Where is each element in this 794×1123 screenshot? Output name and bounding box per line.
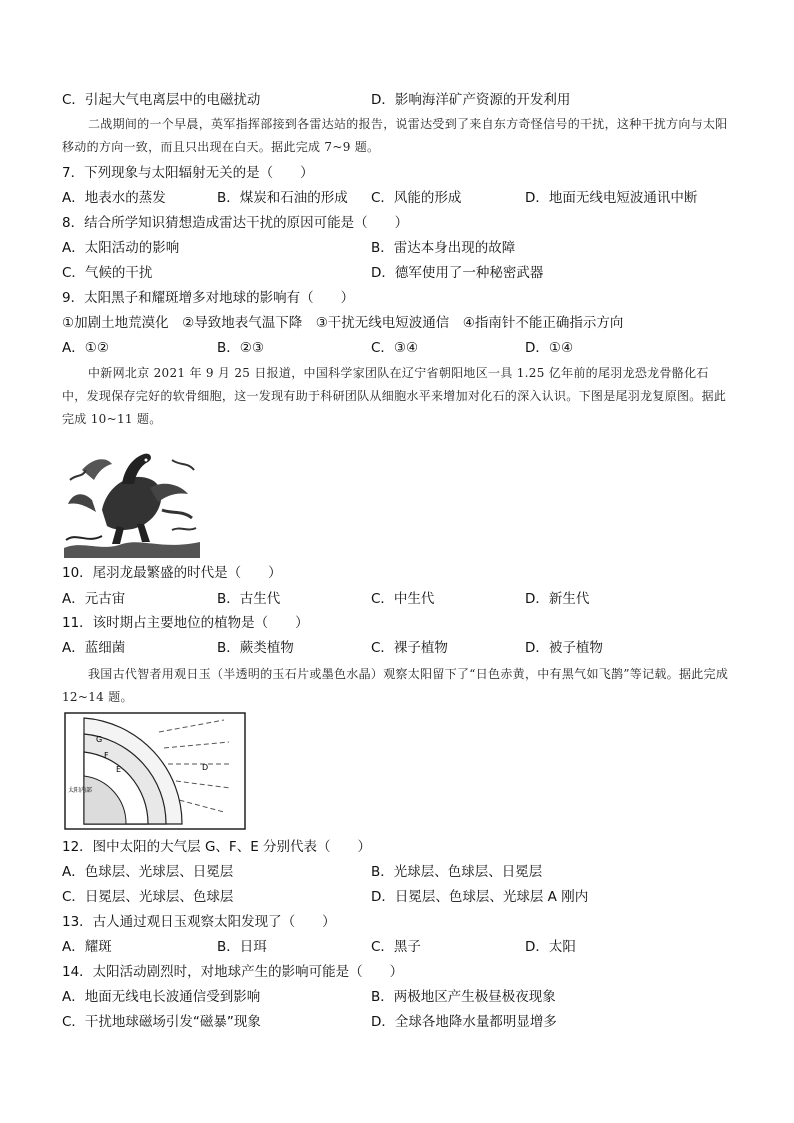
q14-option-b: B．两极地区产生极昼极夜现象 bbox=[371, 989, 556, 1005]
q12-stem: 12．图中太阳的大气层 G、F、E 分别代表（ ） bbox=[62, 839, 372, 855]
q14-option-d: D．全球各地降水量都明显增多 bbox=[371, 1014, 557, 1030]
q9-option-c: C．③④ bbox=[371, 340, 419, 356]
q7-stem: 7．下列现象与太阳辐射无关的是（ ） bbox=[62, 165, 314, 181]
q6-option-c: C．引起大气电离层中的电磁扰动 bbox=[62, 92, 261, 108]
q10-option-b: B．古生代 bbox=[217, 591, 281, 607]
dinosaur-illustration bbox=[62, 440, 202, 558]
q14-stem: 14．太阳活动剧烈时，对地球产生的影响可能是（ ） bbox=[62, 964, 404, 980]
q9-option-a: A．①② bbox=[62, 340, 109, 356]
q12-option-c: C．日冕层、光球层、色球层 bbox=[62, 889, 234, 905]
q7-option-d: D．地面无线电短波通讯中断 bbox=[525, 190, 698, 206]
q12-option-d: D．日冕层、色球层、光球层 A 刚内 bbox=[371, 889, 589, 905]
passage-radar: 二战期间的一个早晨，英军指挥部接到各雷达站的报告，说雷达受到了来自东方奇怪信号的干扰，这种干扰方向与太阳移动的方向一致，而且只出现在白天。据此完成 7~9 题。 bbox=[62, 117, 728, 154]
q11-stem: 11．该时期占主要地位的植物是（ ） bbox=[62, 615, 309, 631]
q8-stem: 8．结合所学知识猜想造成雷达干扰的原因可能是（ ） bbox=[62, 215, 409, 231]
q7-option-a: A．地表水的蒸发 bbox=[62, 190, 166, 206]
q13-option-b: B．日珥 bbox=[217, 939, 267, 955]
q13-option-c: C．黑子 bbox=[371, 939, 421, 955]
q10-option-a: A．元古宙 bbox=[62, 591, 126, 607]
q14-option-c: C．干扰地球磁场引发“磁暴”现象 bbox=[62, 1014, 261, 1030]
q13-option-a: A．耀斑 bbox=[62, 939, 112, 955]
q7-option-b: B．煤炭和石油的形成 bbox=[217, 190, 348, 206]
q11-option-c: C．裸子植物 bbox=[371, 640, 448, 656]
q9-option-d: D．①④ bbox=[525, 340, 574, 356]
q12-option-a: A．色球层、光球层、日冕层 bbox=[62, 864, 234, 880]
q8-option-c: C．气候的干扰 bbox=[62, 265, 153, 281]
q6-option-d: D．影响海洋矿产资源的开发利用 bbox=[371, 92, 571, 108]
label-f: F bbox=[104, 751, 109, 760]
label-e: E bbox=[116, 765, 122, 774]
q11-option-b: B．蕨类植物 bbox=[217, 640, 294, 656]
q9-items: ①加剧土地荒漠化 ②导致地表气温下降 ③干扰无线电短波通信 ④指南针不能正确指示方向 bbox=[62, 315, 624, 331]
q7-option-c: C．风能的形成 bbox=[371, 190, 462, 206]
passage-sun-jade: 我国古代智者用观日玉（半透明的玉石片或墨色水晶）观察太阳留下了“日色赤黄，中有黑气如飞鹊”等记载。据此完成 12~14 题。 bbox=[62, 667, 729, 704]
passage-dinosaur: 中新网北京 2021 年 9 月 25 日报道，中国科学家团队在辽宁省朝阳地区一具 1.25 亿年前的尾羽龙恐龙骨骼化石中，发现保存完好的软骨细胞，这一发现有助于科研团队从细胞水平来增加对化石的深入认识。下图是尾羽龙复原图。据此完成 10~11 题。 bbox=[62, 366, 727, 426]
label-d: D bbox=[202, 763, 209, 772]
q13-option-d: D．太阳 bbox=[525, 939, 576, 955]
q14-option-a: A．地面无线电长波通信受到影响 bbox=[62, 989, 261, 1005]
q13-stem: 13．古人通过观日玉观察太阳发现了（ ） bbox=[62, 914, 336, 930]
q10-option-d: D．新生代 bbox=[525, 591, 590, 607]
q10-stem: 10．尾羽龙最繁盛的时代是（ ） bbox=[62, 565, 282, 581]
q12-option-b: B．光球层、色球层、日冕层 bbox=[371, 864, 543, 880]
q11-option-a: A．蓝细菌 bbox=[62, 640, 126, 656]
q9-stem: 9．太阳黑子和耀斑增多对地球的影响有（ ） bbox=[62, 290, 355, 306]
sun-structure-diagram bbox=[64, 712, 246, 830]
q8-option-d: D．德军使用了一种秘密武器 bbox=[371, 265, 544, 281]
q9-option-b: B．②③ bbox=[217, 340, 264, 356]
q10-option-c: C．中生代 bbox=[371, 591, 435, 607]
label-g: G bbox=[96, 735, 103, 744]
q8-option-a: A．太阳活动的影响 bbox=[62, 240, 180, 256]
label-sun-interior: 太阳内部 bbox=[68, 787, 93, 794]
q11-option-d: D．被子植物 bbox=[525, 640, 603, 656]
q8-option-b: B．雷达本身出现的故障 bbox=[371, 240, 516, 256]
